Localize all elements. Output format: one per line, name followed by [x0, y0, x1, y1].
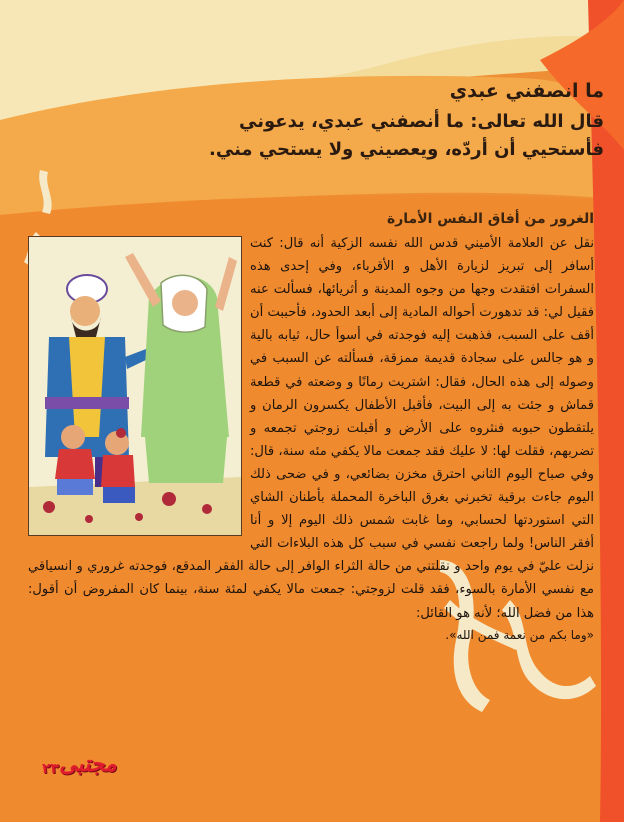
quote-line-1: قال الله تعالى: ما أنصفني عبدي، يدعوني — [239, 111, 604, 132]
story-illustration-icon — [28, 236, 242, 536]
article — [28, 210, 594, 770]
quote-block — [84, 80, 604, 164]
article-title: الغرور من أفاق النفس الأمارة — [386, 211, 594, 227]
magazine-logo — [42, 752, 117, 777]
quote-heading: ما انصفني عبدي — [449, 80, 604, 102]
article-closing-verse: «وما بكم من نعمة فمن الله». — [445, 627, 594, 642]
logo-text: مجتبى — [59, 752, 117, 777]
page-number: ٢٣ — [42, 761, 60, 777]
article-body: نقل عن العلامة الأميني قدس الله نفسه الزكية أنه قال: كنت أسافر إلى تبريز لزيارة الأهل و الأقرباء، وفي إحدى هذه السفرات افتقدت وجها من وجوه المدينة و أثريائها، فسألت عنه فقيل لي: قد تدهورت أحواله المادية إلى أبعد الحدود، فأحببت أن أقف على السبب، فذهبت إليه فوجدته في أسوأ حال، ثيابه بالية و هو جالس على سجادة قديمة ممزقة، فسألته عن السبب في وصوله إلى هذه الحال، فقال: اشتريت رمانًا و وضعته في قطعة قماش و جئت به إلى البيت، فأقبل الأطفال يكسرون الرمان و يلتقطون حبوبه فنثروه على الأرض و أقبلت زوجتي تجمعه و تضربهم، فقلت لها: لا عليك فقد جمعت مالا يكفي مئه سنة، قال: وفي صباح اليوم الثاني احترق مخزن بضائعي، و في ضحى ذلك اليوم جاءت برقية تخبرني بغرق الباخرة المحملة بأطنان الشاي التي استوردتها لحسابي، وما غابت شمس ذلك اليوم إلا و أنا أفقر الناس! ولما راجعت نفسي في سبب كل هذه البلاءات التي نزلت عليّ في يوم واحد و نقلتني من حالة الثراء الوافر إلى حالة الفقر المدقع، فوجدته غروري و انسياقي مع نفسي الأمارة بالسوء، فقد قلت لزوجتي: جمعت مالا يكفي لمئة سنة، بينما كان المفروض أن أقول: هذا من فضل الله؛ لأنه هو القائل: — [28, 236, 594, 621]
quote-line-2: فأستحيي أن أردّه، ويعصيني ولا يستحي مني. — [209, 139, 604, 160]
